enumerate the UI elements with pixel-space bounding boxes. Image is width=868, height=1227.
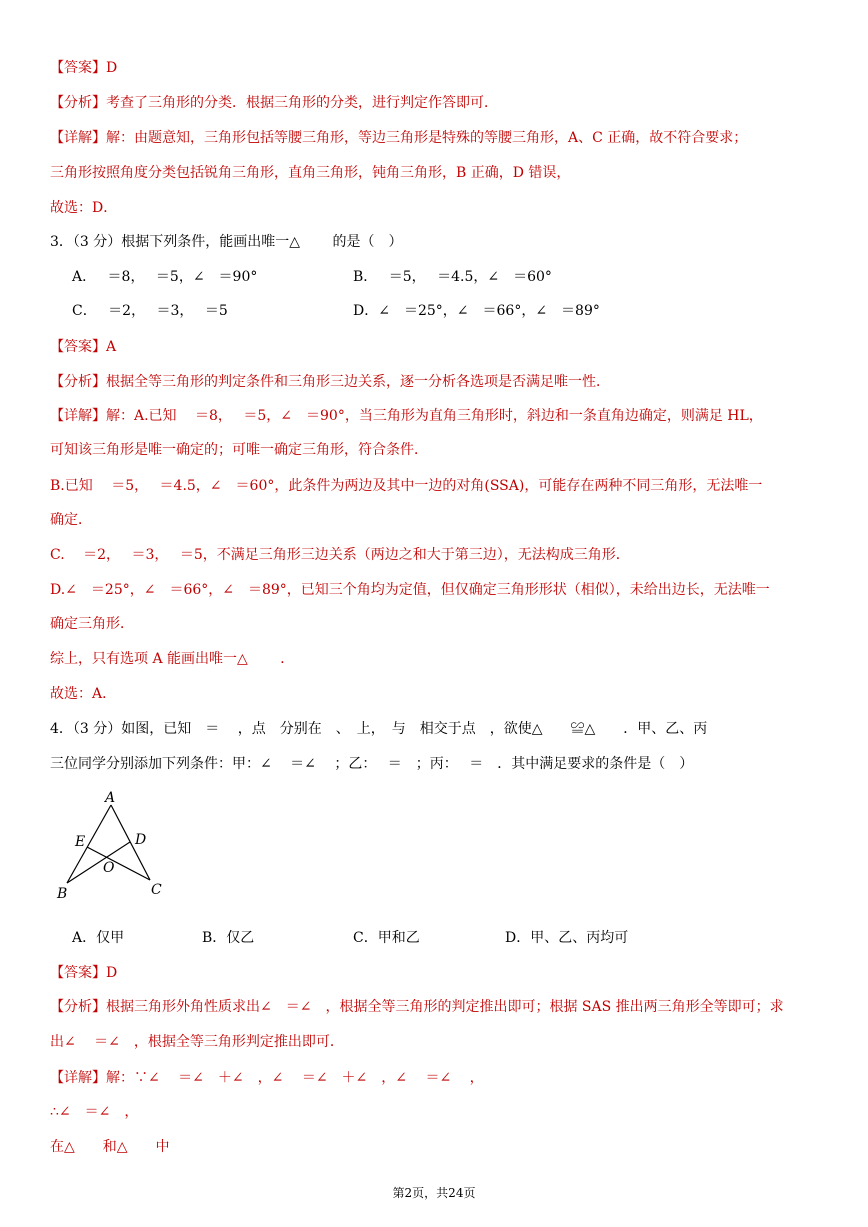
q3-option-d: D．∠ ＝25°，∠ ＝66°，∠ ＝89° [353,303,600,319]
q4-option-a: A．仅甲 [72,930,125,946]
q2-detail-2: 三角形按照角度分类包括锐角三角形，直角三角形，钝角三角形，B 正确，D 错误， [50,165,571,181]
q4-option-c: C．甲和乙 [353,930,420,946]
q2-analysis: 【分析】考查了三角形的分类．根据三角形的分类，进行判定作答即可． [50,95,498,111]
q4-option-b: B．仅乙 [202,930,255,946]
q2-answer: 【答案】D [50,60,118,76]
label-o: O [103,860,115,876]
q3-stem: 3．（3 分）根据下列条件，能画出唯一△ 的是（ ） [50,234,403,250]
triangle-figure [55,788,175,903]
q3-answer: 【答案】A [50,339,117,355]
q3-analysis: 【分析】根据全等三角形的判定条件和三角形三边关系，逐一分析各选项是否满足唯一性． [50,374,610,390]
q2-choose: 故选：D． [50,200,118,216]
q4-stem-2: 三位同学分别添加下列条件：甲：∠ ＝∠ ；乙： ＝ ；丙： ＝ ．其中满足要求的条件是（ ） [50,756,694,772]
q3-detail-6: D.∠ ＝25°，∠ ＝66°，∠ ＝89°，已知三个角均为定值，但仅确定三角形形状（相似），未给出边长，无法唯一 [50,582,770,598]
q3-choose: 故选：A． [50,686,117,702]
label-d: D [135,832,147,848]
q2-detail-1: 【详解】解：由题意知，三角形包括等腰三角形，等边三角形是特殊的等腰三角形，A、C 正确，故不符合要求； [50,130,748,146]
label-a: A [105,790,116,806]
label-b: B [57,886,68,902]
q4-analysis-1: 【分析】根据三角形外角性质求出∠ ＝∠ ，根据全等三角形的判定推出即可；根据 SAS 推出两三角形全等即可；求 [50,999,784,1015]
label-c: C [151,882,162,898]
label-e: E [75,834,86,850]
q4-detail-3: 在△ 和△ 中 [50,1139,170,1155]
q3-detail-1: 【详解】解：A.已知 ＝8， ＝5，∠ ＝90°，当三角形为直角三角形时，斜边和一条直角边确定，则满足 HL， [50,408,763,424]
q4-option-d: D．甲、乙、丙均可 [505,930,629,946]
q3-option-c: C． ＝2， ＝3， ＝5 [72,303,228,319]
q3-detail-7: 确定三角形． [50,616,134,632]
q4-detail-1: 【详解】解：∵∠ ＝∠ ＋∠ ，∠ ＝∠ ＋∠ ，∠ ＝∠ ， [50,1070,484,1086]
page-footer: 第2页，共24页 [392,1186,476,1200]
q4-answer: 【答案】D [50,965,118,981]
q3-summary: 综上，只有选项 A 能画出唯一△ ． [50,651,295,667]
q3-detail-5: C. ＝2， ＝3， ＝5，不满足三角形三边关系（两边之和大于第三边），无法构成三角形． [50,547,630,563]
q3-option-a: A． ＝8， ＝5，∠ ＝90° [72,269,258,285]
q4-analysis-2: 出∠ ＝∠ ，根据全等三角形判定推出即可． [50,1034,344,1050]
q4-stem-1: 4．（3 分）如图，已知 ＝ ，点 分别在 、 上， 与 相交于点 ，欲使△ ≌△ ．甲、乙、丙 [50,721,708,737]
q3-detail-3: B.已知 ＝5， ＝4.5，∠ ＝60°，此条件为两边及其中一边的对角(SSA)，可能存在两种不同三角形，无法唯一 [50,478,763,494]
q4-detail-2: ∴∠ ＝∠ ， [50,1104,139,1120]
q3-detail-2: 可知该三角形是唯一确定的；可唯一确定三角形，符合条件． [50,442,428,458]
q3-detail-4: 确定． [50,512,92,528]
q3-option-b: B． ＝5， ＝4.5，∠ ＝60° [353,269,552,285]
